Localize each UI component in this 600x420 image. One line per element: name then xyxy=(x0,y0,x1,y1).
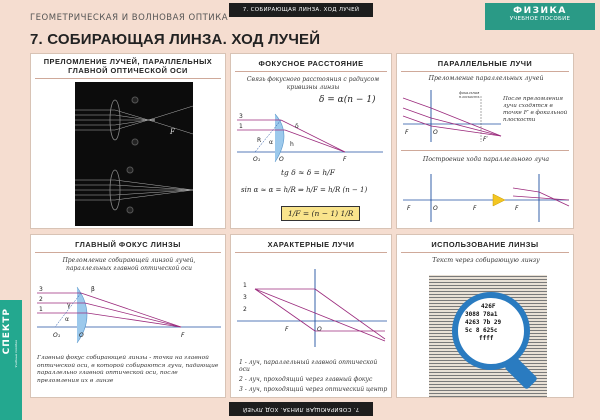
rays-label-1: 1 xyxy=(243,282,247,289)
rays-legend-2: 2 - луч, проходящий через главный фокус xyxy=(239,376,373,383)
magnified-text xyxy=(465,303,525,343)
parallel2-label-F2: F xyxy=(515,205,519,212)
focal-label-O1: O₁ xyxy=(253,156,261,163)
main-focus-label-3: 3 xyxy=(39,286,43,293)
magnified-line-1: 426F xyxy=(481,303,496,310)
logo-small-text: Учебные пособия xyxy=(14,340,18,368)
rays-label-F: F xyxy=(285,326,289,333)
focal-diagram xyxy=(235,106,385,166)
magnified-line-5: ffff xyxy=(479,335,494,343)
rays-diagram xyxy=(235,259,389,351)
main-focus-label-alpha: α xyxy=(65,316,69,323)
focal-label-F: F xyxy=(343,156,347,163)
main-focus-label-gamma: γ xyxy=(67,302,71,309)
main-focus-description: Главный фокус собирающей линзы - точка на главной оптической оси, в которой собираются лучи, падающие параллельно главной оптической оси, после преломления их в линзе xyxy=(37,355,219,385)
panel-rays-title: ХАРАКТЕРНЫЕ ЛУЧИ xyxy=(267,240,355,249)
formula-tg: tg δ ≈ δ = h/F xyxy=(281,168,335,177)
focal-caption: Связь фокусного расстояния с радиусом кривизны линзы xyxy=(246,76,380,91)
formula-delta: δ = α(n − 1) xyxy=(319,95,376,105)
parallel2-label-O: O xyxy=(433,205,438,212)
rays-legend-3: 3 - луч, проходящий через оптический центр xyxy=(239,386,388,393)
magnified-line-3: 4263 7b 29 xyxy=(465,319,502,327)
photo-label-F: F xyxy=(170,128,175,136)
rays-legend-1: 1 - луч, параллельный главной оптической оси xyxy=(239,359,378,373)
main-focus-label-1: 1 xyxy=(39,306,43,313)
main-focus-label-F: F xyxy=(181,332,185,339)
focal-label-delta: δ xyxy=(295,123,299,130)
panel-refraction-title xyxy=(31,57,225,75)
focal-label-alpha: α xyxy=(269,139,273,146)
publisher-logo xyxy=(0,300,22,420)
focal-label-O: O xyxy=(279,156,284,163)
parallel-label-O: O xyxy=(433,129,438,136)
panel-main-focus xyxy=(30,234,226,398)
panel-refraction-title-line1: ПРЕЛОМЛЕНИЕ ЛУЧЕЙ, ПАРАЛЛЕЛЬНЫХ xyxy=(43,57,213,66)
rays-label-O: O xyxy=(317,326,322,333)
formula-sin: sin α ≈ α = h/R ⇒ h/F = h/R (n − 1) xyxy=(241,186,368,194)
main-focus-diagram xyxy=(35,279,223,349)
panel-parallel-title: ПАРАЛЛЕЛЬНЫЕ ЛУЧИ xyxy=(437,59,533,68)
bottom-tab: 7. СОБИРАЮЩАЯ ЛИНЗА. ХОД ЛУЧЕЙ xyxy=(229,402,373,416)
parallel2-label-F-right: F xyxy=(473,205,477,212)
formula-boxed: 1/F = (n − 1) 1/R xyxy=(281,206,360,221)
panel-focal-title: ФОКУСНОЕ РАССТОЯНИЕ xyxy=(258,59,364,68)
logo-text: СПЕКТР xyxy=(2,308,12,355)
focal-label-3: 3 xyxy=(239,113,243,120)
badge-title: ФИЗИКА xyxy=(513,6,567,16)
main-focus-label-O: O xyxy=(79,332,84,339)
subject-badge xyxy=(485,3,595,30)
magnified-line-4: 5c 8 625c xyxy=(465,327,498,335)
panel-main-focus-title: ГЛАВНЫЙ ФОКУС ЛИНЗЫ xyxy=(75,240,181,249)
rays-label-2: 2 xyxy=(243,306,247,313)
focal-label-h: h xyxy=(290,141,294,148)
focal-label-1: 1 xyxy=(239,123,243,130)
top-tab: 7. СОБИРАЮЩАЯ ЛИНЗА. ХОД ЛУЧЕЙ xyxy=(229,3,373,17)
parallel-label-Fp: F′ xyxy=(483,136,488,143)
panel-refraction-title-line2: ГЛАВНОЙ ОПТИЧЕСКОЙ ОСИ xyxy=(68,66,188,75)
use-caption: Текст через собирающую линзу xyxy=(432,257,540,264)
focal-label-R: R xyxy=(257,137,262,144)
parallel-note: После преломления лучи сходятся в точке F′ в фокальной плоскости xyxy=(503,96,568,123)
panel-focal xyxy=(230,53,392,229)
rays-legend xyxy=(239,359,389,396)
refraction-photo xyxy=(75,82,193,226)
panel-parallel xyxy=(396,53,574,229)
panel-rays xyxy=(230,234,392,398)
main-focus-label-O1: O₁ xyxy=(53,332,61,339)
page-title: 7. СОБИРАЮЩАЯ ЛИНЗА. ХОД ЛУЧЕЙ xyxy=(30,31,321,48)
main-focus-label-beta: β xyxy=(91,286,95,293)
parallel-caption-2: Построение хода параллельного луча xyxy=(422,156,550,163)
main-focus-caption: Преломление собирающей линзой лучей, параллельных главной оптической оси xyxy=(62,257,196,272)
parallel2-label-F: F xyxy=(407,205,411,212)
rays-label-3: 3 xyxy=(243,294,247,301)
parallel-diagram-2 xyxy=(401,170,573,226)
panel-use xyxy=(396,234,574,398)
parallel-caption-1: Преломление параллельных лучей xyxy=(428,75,544,82)
panel-use-title: ИСПОЛЬЗОВАНИЕ ЛИНЗЫ xyxy=(431,240,539,249)
badge-subtitle: УЧЕБНОЕ ПОСОБИЕ xyxy=(509,16,571,22)
panel-refraction xyxy=(30,53,226,229)
magnified-line-2: 3088 78a1 xyxy=(465,311,498,319)
parallel-focal-plane-note: фокальная плоскость xyxy=(459,91,480,99)
section-subtitle: ГЕОМЕТРИЧЕСКАЯ И ВОЛНОВАЯ ОПТИКА xyxy=(30,13,229,23)
parallel-label-F: F xyxy=(405,129,409,136)
main-focus-label-2: 2 xyxy=(39,296,43,303)
